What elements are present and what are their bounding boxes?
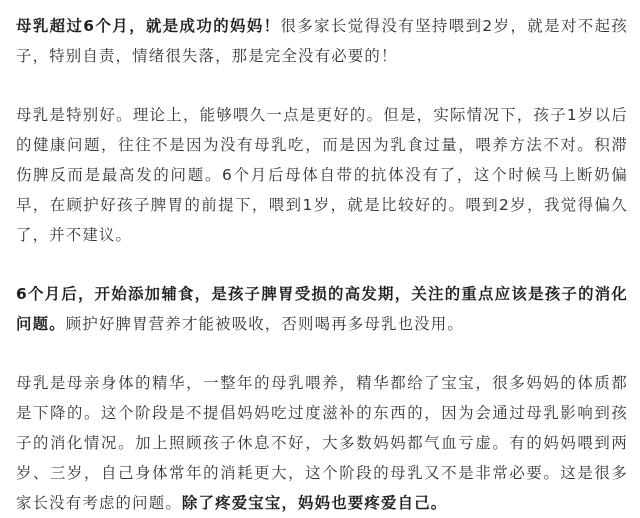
paragraph-3 bbox=[16, 279, 628, 339]
paragraph-1-text: 很多家长觉得没有坚持喂到2岁，就是对不起孩子，特别自责，情绪很失落，那是完全没有必要的！ bbox=[16, 17, 628, 65]
paragraph-4-bold-tail: 除了疼爱宝宝，妈妈也要疼爱自己。 bbox=[181, 494, 448, 512]
paragraph-3-bold-lead: 6个月后，开始添加辅食，是孩子脾胃受损的高发期，关注的重点应该是孩子的消化问题。 bbox=[16, 285, 628, 333]
paragraph-4 bbox=[16, 368, 628, 518]
paragraph-1 bbox=[16, 11, 628, 71]
paragraph-2-text: 母乳是特别好。理论上，能够喂久一点是更好的。但是，实际情况下，孩子1岁以后的健康问题，往往不是因为没有母乳吃，而是因为乳食过量，喂养方法不对。积滞伤脾反而是最高发的问题。6个月后母体自带的抗体没有了，这个时候马上断奶偏早，在顾护好孩子脾胃的前提下，喂到1岁，就是比较好的。喂到2岁，我觉得偏久了，并不建议。 bbox=[16, 106, 628, 244]
paragraph-1-bold-lead: 母乳超过6个月，就是成功的妈妈！ bbox=[16, 17, 281, 35]
paragraph-3-text: 顾护好脾胃营养才能被吸收，否则喝再多母乳也没用。 bbox=[65, 315, 464, 333]
paragraph-4-text: 母乳是母亲身体的精华，一整年的母乳喂养，精华都给了宝宝，很多妈妈的体质都是下降的。这个阶段是不提倡妈妈吃过度滋补的东西的，因为会通过母乳影响到孩子的消化情况。加上照顾孩子休息不好，大多数妈妈都气血亏虚。有的妈妈喂到两岁、三岁，自己身体常年的消耗更大，这个阶段的母乳又不是非常必要。这是很多家长没有考虑的问题。 bbox=[16, 374, 628, 512]
article-body bbox=[16, 11, 628, 518]
paragraph-2 bbox=[16, 100, 628, 250]
